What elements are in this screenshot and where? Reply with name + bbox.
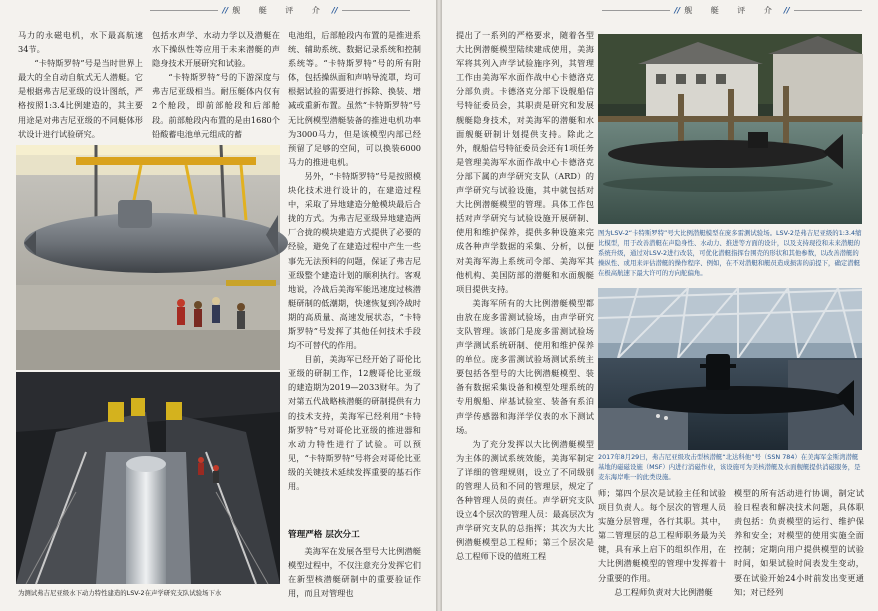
header-rule: [794, 10, 862, 11]
paragraph: 包括水声学、水动力学以及潜艇在水下操纵性等应用于未来潜艇的声隐身技术开展研究和试验。: [152, 30, 280, 69]
header-rule: [150, 10, 218, 11]
header-slash-icon: //: [222, 5, 229, 15]
paragraph: “卡特斯罗特”号是当时世界上最大的全自动自航式无人潜艇。它是根据弗吉尼亚级的设计图纸，严格按照1:3.4比例建造的，其主要用途是对弗吉尼亚级的不同艇体形状设计进行试验研究。: [18, 58, 143, 139]
photo-lsv2-launch: [16, 372, 280, 584]
photo-lsv2-at-pier: [598, 34, 862, 224]
header-rule: [342, 10, 410, 11]
right-page: [442, 0, 878, 611]
header-title: 舰 艇 评 介: [232, 5, 328, 15]
paragraph: 总工程师负责对大比例潜艇: [614, 586, 713, 597]
header-rule: [602, 10, 670, 11]
left-photo-caption: 为测试弗吉尼亚级水下动力特性建造的LSV-2在声学研究支队试验场下水: [18, 589, 222, 597]
photo-lsv2-hoisting: [16, 145, 280, 370]
paragraph: 目前，美海军已经开始了哥伦比亚级的研制工作，12艘哥伦比亚级的建造期为2019—2033财年。为了对第五代战略核潜艇的研制提供有力的技术支持，美海军已经利用“卡特斯罗特”号对哥伦比亚级的推进器和水动力特性进行了试验。可以预见，“卡特斯罗特”号将会对哥伦比亚级的关键技术延续发挥重要的基石作用。: [288, 354, 421, 491]
right-page-header: [602, 2, 862, 18]
left-page: [0, 0, 436, 611]
header-slash-icon: //: [783, 5, 790, 15]
paragraph: 电池组，后部舱段内布置的是推进系统、辅助系统、数据记录系统和控制系统等。“卡特斯罗特”号的所有附体，包括操纵面和声呐导流罩，均可根据试验的需要进行拆除、换装、增减或重新布置。虽然“卡特斯罗特”号无比例模型潜艇装备的推进电机功率为3000马力，但是该模型内部已经预留了足够的空间，可以换装6000马力的推进电机。: [288, 30, 421, 167]
paragraph: 美海军所有的大比例潜艇模型都由放在庞多雷测试验场，由声学研究支队管理。该部门是庞多雷测试验场声学测试系统研制、使用和维护保养的单位。庞多雷测试验场测试系统主要包括各型号的大比例潜艇模型、装备有数据采集设备和模型处理系统的专用舰船、岸基试验室、装备有系泊声学传感器和海洋学仪表的水下测试场。: [456, 297, 594, 435]
photo-ssn784-deperming: [598, 288, 862, 450]
right-photo-caption-top: 图为LSV-2“卡特斯罗特”号大比例潜艇模型在庞多雷测试验场。LSV-2是弗吉尼亚级的1:3.4缩比模型，用于改善潜艇在声隐身性、水动力、推进等方面的设计，以及支持现役和未来潜艇的系统升级，通过对LSV-2进行改装，可优化潜艇指挥台围壳的形状和其他参数，以改善潜艇的操纵性、或用来评估潜艇的操作程序、例如，在不对潜艇和艇员造成损害的前提下，确定潜艇在极高航速下最大许可的方向舵偏角。: [598, 229, 862, 277]
paragraph: 模型的所有活动进行协调，制定试验日程表和解决技术问题，具体职责包括：负责模型的运行、维护保养和安全；对模型的使用实施全面控制；定期向用户提供模型的试验时间，如果试验时间表发生变动，要在试验开始24小时前发出变更通知；对已经列: [734, 488, 864, 597]
section-heading: 管理严格 层次分工: [288, 530, 360, 540]
paragraph: 美海军在发展各型号大比例潜艇模型过程中，不仅注意充分发挥它们在新型核潜艇研制中的重要验证作用，而且对管理也: [288, 546, 421, 599]
left-col2-text: [152, 28, 280, 139]
left-section: [288, 524, 421, 608]
paragraph: 师；第四个层次是试验主任和试验项目负责人。每个层次的管理人员实施分层管理，各行其职。其中，第二管理层的总工程师职务最为关键，具有承上启下的组织作用，在大比例潜艇模型的管理中发挥着十分重要的作用。: [598, 488, 726, 583]
paragraph: “卡特斯罗特”号的下游深度与弗吉尼亚级相当。耐压艇体内仅有2个舱段，即前部舱段和后部舱段。前部舱段内布置的是由1680个铅酸蓄电池单元组成的蓄: [152, 72, 280, 139]
left-page-header: [150, 2, 410, 18]
right-col1-text: [456, 28, 594, 608]
right-photo-caption-bottom: 2017年8月29日，弗吉尼亚级攻击型核潜艇“北达科他”号（SSN 784）在美海军金斯湾潜艇基地的磁磁设施（MSF）内进行消磁作业，该设施可为美核潜艇及水面舰艇提供消磁服务，是麦东海岸唯一的此类设施。: [598, 453, 861, 481]
header-slash-icon: //: [331, 5, 338, 15]
header-title: 舰 艇 评 介: [684, 5, 780, 15]
right-col2-text: [598, 486, 726, 608]
paragraph: 另外，“卡特斯罗特”号是按照模块化技术进行设计的，在建造过程中，采取了异地建造分舱模块最后合拢的方式。为弗吉尼亚级异地建造两厂合拢的模块建造方式提供了必要的经验，避免了在建造过程中产生一些事先无法预料的问题，保证了弗吉尼亚级整个建造计划的顺利执行。客观地说，冷战后美海军能迅速度过核潜艇研制的低潮期，快速恢复到冷战时期的高质量、高速发展状态，“卡特斯罗特”号发挥了其他任何技术手段均不可替代的作用。: [288, 170, 421, 351]
left-col1-text: [18, 28, 143, 160]
paragraph: 为了充分发挥以大比例潜艇模型为主体的测试系统效能，美海军制定了详细的管理规则，设立了不同级别的管理人员和不同的管理层，规定了各种管理人员的责任。声学研究支队设立4个层次的管理人员：最高层次为声学研究支队的总指挥；其次为大比例潜艇模型总工程师；第三个层次是总工程师下设的值班工程: [456, 438, 594, 562]
left-col3-text: [288, 28, 421, 522]
header-slash-icon: //: [674, 5, 681, 15]
paragraph: 马力的永磁电机，水下最高航速34节。: [18, 30, 143, 55]
paragraph: 提出了一系列的严格要求，随着各型大比例潜艇模型陆续建成使用，美海军将其列入声学试验施序列，其管理工作由美海军水面作战中心卡德洛克分部负责。卡德洛克分部下设舰船信号特征委员会，其职责是研究和发展舰艇隐身技术，对美海军的潜艇和水面舰艇研制计划提供支持。除此之外，舰船信号特征委员会还有1项任务是管理美海军水面作战中心卡德洛克分部下属的声学研究支队（ARD）的声学研究与试验设施，其中就包括对大比例潜艇模型的管理。具体工作包括对声学研究与试验设施开展研制、使用和维护保养，提供多种设施来完成各种声学数据的采集、分析，以便对美海军海上系统司令部、美海军其他机构、美国防部的潜艇和水面舰艇项目提供支持。: [456, 30, 594, 294]
right-col3-text: [734, 486, 864, 608]
